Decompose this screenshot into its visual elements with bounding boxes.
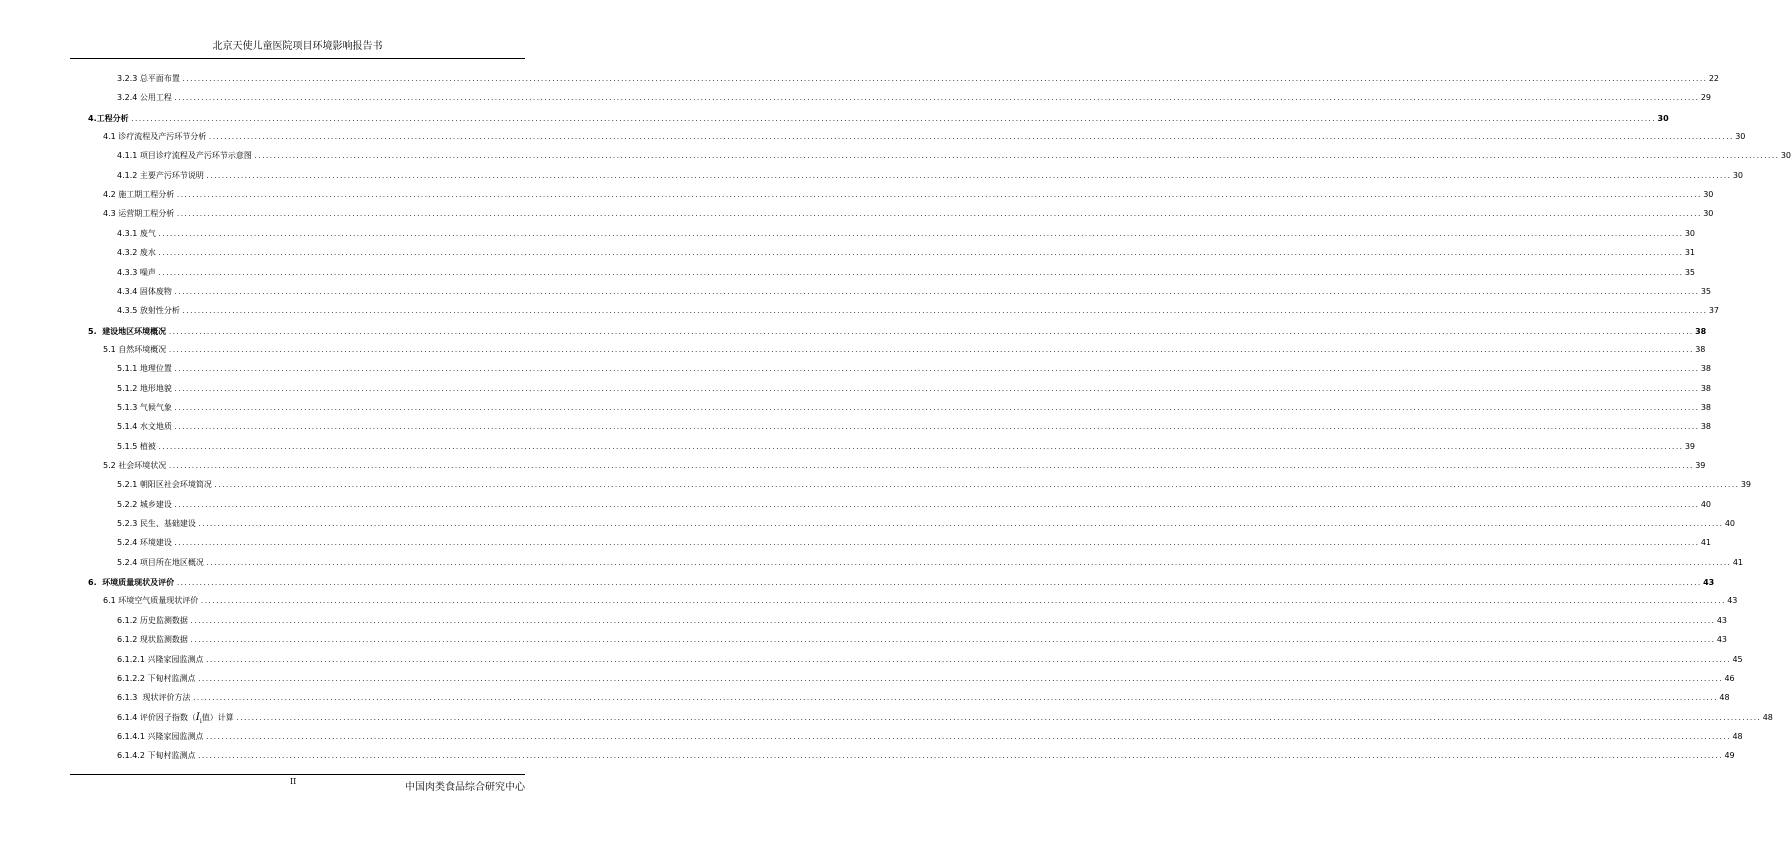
toc-entry[interactable] [117,362,1712,376]
toc-entry-number: 5.1.3 [117,402,140,412]
toc-entry-title-prefix: 评价因子指数（ [139,712,196,722]
toc-entry-page: 39 [1740,480,1752,490]
toc-entry-title: 主要产污环节说明 [139,170,204,180]
toc-entry[interactable] [103,207,1714,221]
footer-divider [70,774,525,775]
toc-entry-number: 4.1.2 [117,170,140,180]
toc-entry-page: 43 [1716,635,1728,645]
document-header-title: 北京天使儿童医院项目环境影响报告书 [212,41,383,52]
toc-entry-title: 兴隆家园监测点 [147,654,204,664]
toc-leader-dots: ................................................................................................................................................................................................................................................................................................................................................................................................................ [176,192,1702,200]
header-divider [70,58,525,59]
toc-entry-number: 3.2.4 [117,93,140,103]
toc-entry-page: 30 [1657,113,1669,123]
toc-entry[interactable] [117,91,1712,105]
toc-entry-page: 30 [1732,170,1744,180]
toc-entry-number: 3.2.3 [117,74,140,83]
toc-leader-dots: ................................................................................................................................................................................................................................................................................................................................................................................................................ [235,714,1761,722]
toc-leader-dots: ................................................................................................................................................................................................................................................................................................................................................................................................................ [173,95,1699,103]
toc-entry-title: 公用工程 [139,93,172,103]
toc-entry-page: 35 [1700,286,1712,296]
toc-entry-number: 4.1.1 [117,151,140,161]
toc-entry[interactable] [117,169,1744,183]
toc-leader-dots: ................................................................................................................................................................................................................................................................................................................................................................................................................ [173,366,1699,374]
toc-entry[interactable] [117,556,1744,570]
toc-entry-title: 兴隆家园监测点 [147,731,204,741]
toc-leader-dots: ................................................................................................................................................................................................................................................................................................................................................................................................................ [173,501,1699,509]
toc-entry-title: 固体废物 [139,286,172,296]
toc-entry-title: 废水 [139,248,156,258]
toc-leader-dots: ................................................................................................................................................................................................................................................................................................................................................................................................................ [173,540,1699,548]
toc-entry-title: 下甸村监测点 [147,673,196,683]
toc-entry-title: 噪声 [139,267,156,277]
toc-entry[interactable] [117,246,1696,260]
toc-entry-page: 39 [1684,441,1696,451]
toc-entry[interactable] [117,266,1696,280]
toc-entry[interactable] [117,633,1728,647]
toc-entry-title [140,711,234,729]
toc-entry[interactable] [117,691,1730,705]
toc-entry-page: 39 [1695,461,1706,470]
toc-entry-title: 下甸村监测点 [147,751,196,761]
toc-entry-number: 5.1.5 [117,441,140,451]
toc-entry[interactable] [117,672,1735,686]
toc-entry-page: 38 [1695,344,1706,354]
toc-leader-dots: ................................................................................................................................................................................................................................................................................................................................................................................................................ [208,134,1734,142]
toc-entry-title: 运营期工程分析 [118,209,175,219]
toc-entry[interactable] [103,130,1746,144]
toc-leader-dots: ................................................................................................................................................................................................................................................................................................................................................................................................................ [200,598,1726,606]
toc-entry-page: 30 [1735,132,1746,142]
toc-entry[interactable] [117,149,1791,163]
toc-entry-number: 4.2 [103,190,119,200]
toc-entry-title: 地形地貌 [139,383,172,393]
toc-entry-number: 5.1 [103,344,119,354]
toc-entry-number: 5.2.4 [117,557,140,567]
toc-entry-page: 45 [1732,654,1743,664]
toc-leader-dots: ................................................................................................................................................................................................................................................................................................................................................................................................................ [189,637,1715,645]
formula-subscript: i [199,717,202,725]
toc-leader-dots: ................................................................................................................................................................................................................................................................................................................................................................................................................ [168,463,1694,470]
toc-leader-dots: ................................................................................................................................................................................................................................................................................................................................................................................................................ [205,733,1731,741]
toc-leader-dots: ................................................................................................................................................................................................................................................................................................................................................................................................................ [197,675,1723,683]
toc-entry-number: 5.2.2 [117,499,140,509]
toc-entry[interactable] [117,72,1720,86]
toc-entry-page: 38 [1695,326,1707,336]
toc-entry-title: 项目诊疗流程及产污环节示意图 [139,151,252,161]
toc-entry[interactable] [117,227,1696,241]
toc-leader-dots: ................................................................................................................................................................................................................................................................................................................................................................................................................ [197,521,1723,529]
toc-entry[interactable] [117,517,1736,531]
toc-entry-title: 诊疗流程及产污环节分析 [118,132,207,142]
toc-entry-number: 6.1.2 [117,635,140,645]
toc-entry[interactable] [117,401,1712,415]
toc-entry-number: 5.2.1 [117,480,140,490]
toc-entry-number: 5. [88,326,103,336]
toc-entry-page: 43 [1716,615,1728,625]
toc-entry-title: 地理位置 [139,364,172,374]
toc-entry-number: 6.1.4.2 [117,751,148,761]
toc-entry-number: 4.1 [103,132,119,142]
toc-entry-title: 废气 [139,228,156,238]
toc-leader-dots: ................................................................................................................................................................................................................................................................................................................................................................................................................ [157,269,1683,277]
toc-entry-title: 城乡建设 [139,499,172,509]
toc-entry-number: 5.2.4 [117,538,140,548]
toc-entry[interactable] [117,730,1743,744]
toc-entry-page: 48 [1732,731,1743,741]
toc-entry-page: 38 [1700,364,1712,374]
toc-entry-number: 5.1.2 [117,383,140,393]
toc-entry-page: 30 [1703,209,1714,219]
toc-entry[interactable] [103,343,1706,357]
toc-entry-number: 6.1.4.1 [117,731,148,741]
toc-entry-page: 49 [1724,751,1735,761]
toc-entry[interactable] [88,324,1707,338]
toc-entry[interactable] [88,111,1669,125]
toc-entry-number: 6.1.2 [117,615,140,625]
toc-entry-page: 38 [1700,402,1712,412]
toc-leader-dots: ................................................................................................................................................................................................................................................................................................................................................................................................................ [192,695,1718,703]
toc-entry-title: 项目所在地区概况 [139,557,204,567]
toc-entry-title: 朝阳区社会环境简况 [139,480,212,490]
toc-entry[interactable] [117,749,1735,763]
toc-entry-title: 放射性分析 [139,306,180,316]
toc-entry-page: 30 [1703,190,1714,200]
toc-entry-number: 6.1.2.1 [117,654,148,664]
toc-entry[interactable] [88,575,1715,589]
toc-entry-number: 4.3.1 [117,228,140,238]
toc-leader-dots: ................................................................................................................................................................................................................................................................................................................................................................................................................ [173,404,1699,412]
toc-entry-title: 社会环境状况 [118,461,167,470]
toc-entry[interactable] [117,382,1712,396]
toc-leader-dots: ................................................................................................................................................................................................................................................................................................................................................................................................................ [173,385,1699,393]
toc-entry[interactable] [117,653,1743,667]
toc-entry-page: 46 [1724,673,1735,683]
toc-entry-number: 5.2 [103,461,119,470]
toc-entry-page: 48 [1762,712,1773,722]
toc-entry-number: 6.1.3 [117,693,143,703]
toc-leader-dots: ................................................................................................................................................................................................................................................................................................................................................................................................................ [157,230,1683,238]
toc-entry-page: 30 [1684,228,1696,238]
toc-leader-dots: ................................................................................................................................................................................................................................................................................................................................................................................................................ [176,580,1702,588]
toc-entry-number: 4.3 [103,209,119,219]
toc-entry[interactable] [117,498,1712,512]
toc-entry-page: 35 [1684,267,1696,277]
toc-entry-number: 4. [88,113,97,123]
toc-entry[interactable] [117,711,1773,725]
toc-leader-dots: ................................................................................................................................................................................................................................................................................................................................................................................................................ [130,115,1656,123]
toc-entry[interactable] [117,304,1720,318]
toc-leader-dots: ................................................................................................................................................................................................................................................................................................................................................................................................................ [176,211,1702,219]
toc-leader-dots: ................................................................................................................................................................................................................................................................................................................................................................................................................ [213,482,1739,490]
toc-leader-dots: ................................................................................................................................................................................................................................................................................................................................................................................................................ [205,172,1731,180]
toc-entry-number: 6.1.2.2 [117,673,148,683]
toc-entry-number: 4.3.4 [117,286,140,296]
toc-entry-page: 43 [1727,596,1738,606]
footer-page-number: II [290,777,297,786]
toc-leader-dots: ................................................................................................................................................................................................................................................................................................................................................................................................................ [205,656,1731,664]
toc-entry-title: 历史监测数据 [139,615,188,625]
toc-entry-page: 40 [1700,499,1712,509]
toc-entry[interactable] [117,440,1696,454]
toc-entry-title: 环境建设 [139,538,172,548]
toc-leader-dots: ................................................................................................................................................................................................................................................................................................................................................................................................................ [168,328,1694,336]
toc-entry-title: 环境质量现状及评价 [102,577,175,588]
toc-leader-dots: ................................................................................................................................................................................................................................................................................................................................................................................................................ [253,153,1779,161]
toc-entry-page: 41 [1700,538,1712,548]
toc-entry-page: 40 [1724,519,1736,529]
toc-entry-number: 6.1.4 [117,712,140,722]
toc-leader-dots: ................................................................................................................................................................................................................................................................................................................................................................................................................ [181,308,1707,316]
toc-entry-title: 总平面布置 [139,74,180,83]
toc-entry-title: 植被 [139,441,156,451]
toc-entry[interactable] [103,188,1714,202]
toc-entry[interactable] [103,459,1706,473]
toc-entry-number: 4.3.2 [117,248,140,258]
toc-leader-dots: ................................................................................................................................................................................................................................................................................................................................................................................................................ [168,346,1694,354]
toc-entry-page: 43 [1703,578,1715,588]
toc-leader-dots: ................................................................................................................................................................................................................................................................................................................................................................................................................ [181,76,1707,83]
toc-entry-page: 41 [1732,557,1744,567]
toc-entry-page: 30 [1780,151,1791,161]
toc-leader-dots: ................................................................................................................................................................................................................................................................................................................................................................................................................ [205,559,1731,567]
toc-entry[interactable] [117,614,1728,628]
toc-entry[interactable] [103,594,1738,608]
toc-entry-number: 4.3.3 [117,267,140,277]
toc-entry-number: 4.3.5 [117,306,140,316]
toc-leader-dots: ................................................................................................................................................................................................................................................................................................................................................................................................................ [189,617,1715,625]
toc-entry-title: 环境空气质量现状评价 [118,596,199,606]
toc-entry-title-suffix: 值）计算 [201,712,234,722]
toc-entry[interactable] [117,478,1752,492]
toc-entry-page: 38 [1700,383,1712,393]
toc-leader-dots: ................................................................................................................................................................................................................................................................................................................................................................................................................ [197,753,1723,761]
toc-entry-title: 自然环境概况 [118,344,167,354]
toc-entry[interactable] [117,420,1712,434]
toc-leader-dots: ................................................................................................................................................................................................................................................................................................................................................................................................................ [157,250,1683,258]
toc-entry-page: 48 [1719,693,1730,703]
toc-entry-title: 现状评价方法 [142,693,191,703]
toc-entry-page: 22 [1708,74,1720,83]
toc-entry[interactable] [117,536,1712,550]
toc-leader-dots: ................................................................................................................................................................................................................................................................................................................................................................................................................ [157,443,1683,451]
toc-entry-page: 31 [1684,248,1696,258]
toc-entry-title: 气候气象 [139,402,172,412]
toc-entry-title: 建设地区环境概况 [102,325,167,336]
toc-entry-title: 现状监测数据 [139,635,188,645]
toc-entry-number: 6. [88,578,103,588]
toc-entry-number: 5.1.1 [117,364,140,374]
toc-entry-page: 38 [1700,422,1712,432]
toc-entry-number: 6.1 [103,596,119,606]
toc-entry-page: 37 [1708,306,1720,316]
toc-entry-page: 29 [1700,93,1712,103]
toc-entry-title: 工程分析 [96,112,129,123]
toc-entry[interactable] [117,285,1712,299]
footer-organization: 中国肉类食品综合研究中心 [405,782,525,793]
toc-entry-title: 水文地质 [139,422,172,432]
toc-entry-number: 5.2.3 [117,519,140,529]
toc-entry-title: 施工期工程分析 [118,190,175,200]
toc-leader-dots: ................................................................................................................................................................................................................................................................................................................................................................................................................ [173,424,1699,432]
toc-entry-number: 5.1.4 [117,422,140,432]
formula-main: I [195,711,200,723]
toc-entry-title: 民生、基础建设 [139,519,196,529]
toc-leader-dots: ................................................................................................................................................................................................................................................................................................................................................................................................................ [173,288,1699,296]
